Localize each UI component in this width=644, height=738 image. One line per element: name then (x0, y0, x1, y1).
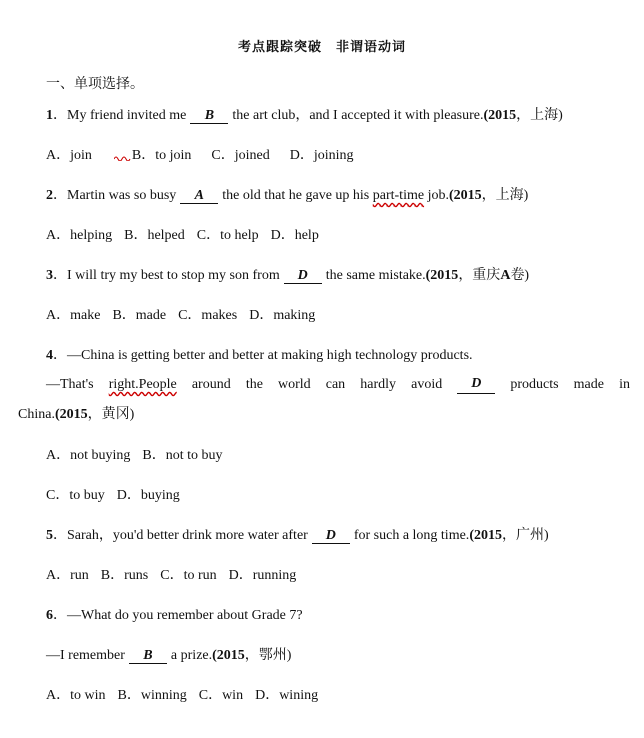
question-number: 3 (46, 268, 53, 283)
word: can (325, 377, 346, 392)
question-source-end: 卷) (510, 268, 530, 283)
question-source: ，重庆 (458, 268, 501, 283)
question-source: ，黄冈) (87, 407, 135, 422)
option-a[interactable]: A．join (46, 148, 92, 163)
page-title: 考点跟踪突破 非谓语动词 (237, 39, 406, 54)
question-text: China. (18, 407, 55, 422)
question-6-line-2 (46, 647, 291, 665)
question-year: (2015 (469, 528, 502, 543)
option-c[interactable]: C．makes (178, 308, 238, 323)
question-text: the art club，and I accepted it with pleasure. (232, 108, 484, 123)
question-year: (2015 (425, 268, 459, 283)
word: the (245, 377, 263, 392)
options-4-row-2 (46, 487, 192, 505)
options-4-row-1 (46, 447, 235, 465)
question-text: ．I will try my best to stop my son from (53, 268, 280, 283)
options-3 (46, 307, 327, 325)
question-text: ．—China is getting better and better at making high technology products. (53, 348, 473, 363)
option-b[interactable]: B．not to buy (142, 448, 223, 463)
options-2 (46, 227, 331, 245)
wavy-underlined-word: part-time (372, 188, 425, 203)
answer-blank[interactable]: A (180, 188, 218, 204)
question-1 (46, 107, 563, 125)
option-a[interactable]: A．run (46, 568, 89, 583)
question-text: —I remember (46, 648, 125, 663)
word: in (619, 377, 630, 392)
question-year: (2015 (212, 648, 245, 663)
question-source: ，鄂州) (244, 648, 292, 663)
word: hardly (360, 377, 397, 392)
question-3 (46, 267, 529, 285)
question-source-paper: A (500, 268, 511, 283)
question-text: the same mistake. (325, 268, 426, 283)
option-a[interactable]: A．helping (46, 228, 113, 243)
word: products (510, 377, 559, 392)
answer-blank[interactable]: B (129, 648, 167, 664)
answer-blank[interactable]: D (457, 376, 495, 394)
option-a[interactable]: A．to win (46, 688, 106, 703)
question-source: ，上海) (481, 188, 529, 203)
options-1 (46, 147, 366, 165)
question-year: (2015 (54, 407, 88, 422)
question-2 (46, 187, 528, 205)
option-b[interactable]: B．helped (124, 228, 185, 243)
option-c[interactable]: C．to help (196, 228, 259, 243)
option-c[interactable]: C．joined (211, 148, 270, 163)
question-number: 1 (46, 108, 53, 123)
option-a[interactable]: A．not buying (46, 448, 131, 463)
question-4-line-3 (18, 406, 134, 424)
question-text: ．Martin was so busy (53, 188, 177, 203)
options-6 (46, 687, 330, 705)
answer-blank[interactable]: D (312, 528, 350, 544)
question-year: (2015 (448, 188, 482, 203)
options-5 (46, 567, 308, 585)
question-4-line-2 (46, 376, 630, 394)
question-number: 5 (46, 528, 53, 543)
answer-blank[interactable]: D (284, 268, 322, 284)
option-d[interactable]: D．help (270, 228, 319, 243)
word: around (191, 377, 231, 392)
question-text: job. (427, 188, 449, 203)
option-d[interactable]: D．wining (255, 688, 319, 703)
option-c[interactable]: C．to buy (46, 488, 105, 503)
answer-blank[interactable]: B (190, 108, 228, 124)
question-5 (46, 527, 549, 545)
option-c[interactable]: C．win (198, 688, 244, 703)
wavy-underlined-word: right.People (108, 377, 177, 392)
dialogue-start: —That's (46, 377, 94, 392)
option-b[interactable]: B．to join (131, 148, 192, 163)
question-source: ，广州) (501, 528, 549, 543)
word: avoid (411, 377, 443, 392)
question-text: ．My friend invited me (53, 108, 187, 123)
question-source: ，上海) (516, 108, 563, 123)
question-number: 6 (46, 608, 53, 623)
option-b[interactable]: B．winning (117, 688, 187, 703)
question-year: (2015 (483, 108, 517, 123)
question-text: ．Sarah，you'd better drink more water after (53, 528, 308, 543)
option-d[interactable]: D．joining (289, 148, 354, 163)
option-d[interactable]: D．buying (116, 488, 180, 503)
question-4 (46, 347, 473, 365)
question-number: 4 (46, 348, 53, 363)
option-a[interactable]: A．make (46, 308, 101, 323)
option-c[interactable]: C．to run (160, 568, 217, 583)
word: world (278, 377, 311, 392)
question-text: for such a long time. (353, 528, 470, 543)
word: made (573, 377, 604, 392)
question-6 (46, 607, 303, 625)
question-text: ．—What do you remember about Grade 7? (53, 608, 303, 623)
section-heading: 一、单项选择。 (46, 77, 144, 92)
option-b[interactable]: B．runs (100, 568, 149, 583)
squiggle-mark-icon (114, 155, 132, 161)
option-d[interactable]: D．making (249, 308, 316, 323)
option-d[interactable]: D．running (228, 568, 297, 583)
question-text: a prize. (170, 648, 213, 663)
question-text: the old that he gave up his (222, 188, 370, 203)
question-number: 2 (46, 188, 53, 203)
option-b[interactable]: B．made (112, 308, 167, 323)
